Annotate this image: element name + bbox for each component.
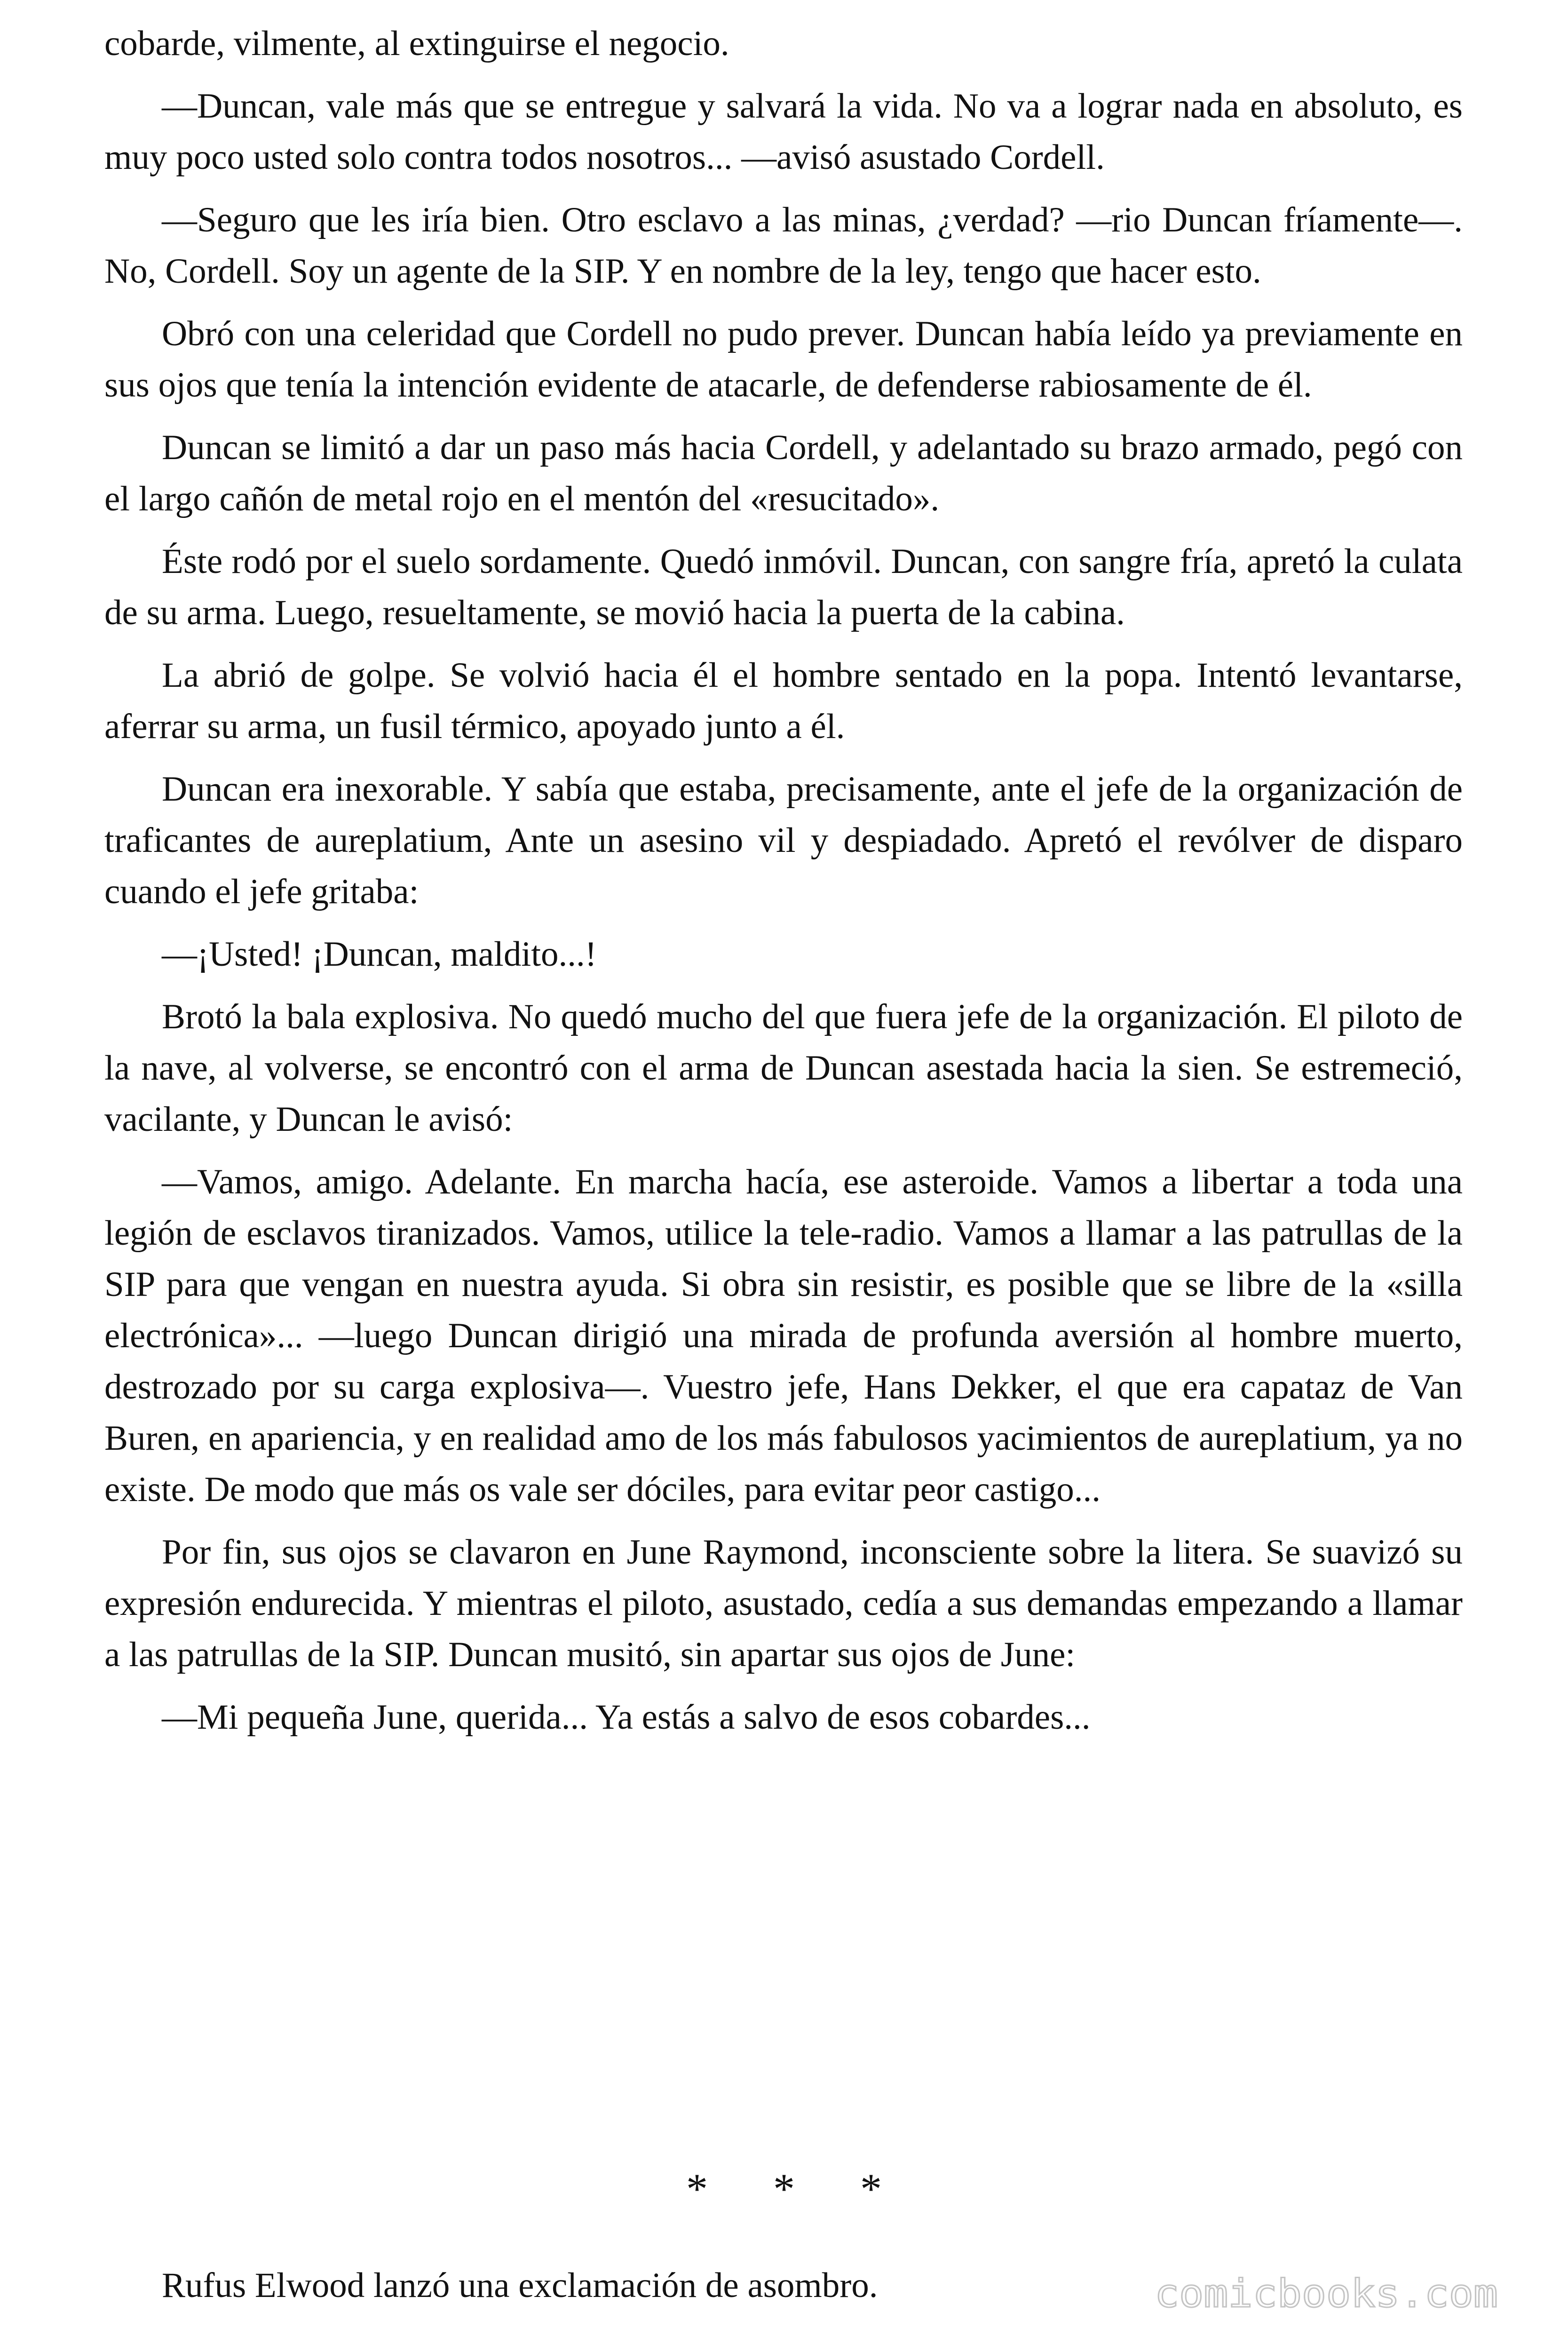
paragraph: Brotó la bala explosiva. No quedó mucho del que fuera jefe de la organización. El piloto de la nave, al volverse, se encontró con el arma de Duncan asestada hacia la sien. Se estremeció, vacilante, y Duncan le avisó:: [104, 997, 1463, 1139]
watermark: [1155, 2273, 1503, 2315]
scene-break: [0, 2163, 1568, 2215]
text-column: [104, 18, 1463, 1754]
paragraph: Obró con una celeridad que Cordell no pudo prever. Duncan había leído ya previamente en sus ojos que tenía la intención evidente de atacarle, de defenderse rabiosamente de él.: [104, 314, 1463, 405]
watermark-text: comicbooks.com: [1155, 2273, 1498, 2315]
paragraph: —Seguro que les iría bien. Otro esclavo a las minas, ¿verdad? —rio Duncan fríamente—. No, Cordell. Soy un agente de la SIP. Y en nombre de la ley, tengo que hacer esto.: [104, 200, 1463, 291]
paragraph: Duncan era inexorable. Y sabía que estaba, precisamente, ante el jefe de la organización de traficantes de aureplatium, Ante un asesino vil y despiadado. Apretó el revólver de disparo cuando el jefe gritaba:: [104, 770, 1463, 911]
paragraph: Duncan se limitó a dar un paso más hacia Cordell, y adelantado su brazo armado, pegó con el largo cañón de metal rojo en el mentón del «resucitado».: [104, 428, 1463, 518]
closing-paragraph: Rufus Elwood lanzó una exclamación de asombro.: [162, 2266, 878, 2305]
paragraph: —Mi pequeña June, querida... Ya estás a salvo de esos cobardes...: [162, 1698, 1091, 1737]
paragraph: Por fin, sus ojos se clavaron en June Raymond, inconsciente sobre la litera. Se suavizó su expresión endurecida. Y mientras el piloto, asustado, cedía a sus demandas empezando a llamar a las patrullas de la SIP. Duncan musitó, sin apartar sus ojos de June:: [104, 1533, 1463, 1674]
paragraph: —Vamos, amigo. Adelante. En marcha hacía, ese asteroide. Vamos a libertar a toda una legión de esclavos tiranizados. Vamos, utilice la tele-radio. Vamos a llamar a las patrullas de la SIP para que vengan en nuestra ayuda. Si obra sin resistir, es posible que se libre de la «silla electrónica»... —luego Duncan dirigió una mirada de profunda aversión al hombre muerto, destrozado por su carga explosiva—. Vuestro jefe, Hans Dekker, el que era capataz de Van Buren, en apariencia, y en realidad amo de los más fabulosos yacimientos de aureplatium, ya no existe. De modo que más os vale ser dóciles, para evitar peor castigo...: [104, 1162, 1463, 1509]
paragraph: cobarde, vilmente, al extinguirse el negocio.: [104, 24, 729, 63]
scene-break-asterisk: *: [686, 2165, 708, 2213]
paragraph: Éste rodó por el suelo sordamente. Quedó inmóvil. Duncan, con sangre fría, apretó la culata de su arma. Luego, resueltamente, se movió hacia la puerta de la cabina.: [104, 542, 1463, 632]
scene-break-asterisk: *: [773, 2165, 795, 2213]
paragraph: —Duncan, vale más que se entregue y salvará la vida. No va a lograr nada en absoluto, es muy poco usted solo contra todos nosotros... —avisó asustado Cordell.: [104, 87, 1463, 177]
scene-break-asterisk: *: [860, 2165, 882, 2213]
paragraph: La abrió de golpe. Se volvió hacia él el hombre sentado en la popa. Intentó levantarse, aferrar su arma, un fusil térmico, apoyado junto a él.: [104, 656, 1463, 746]
paragraph: —¡Usted! ¡Duncan, maldito...!: [162, 935, 597, 974]
